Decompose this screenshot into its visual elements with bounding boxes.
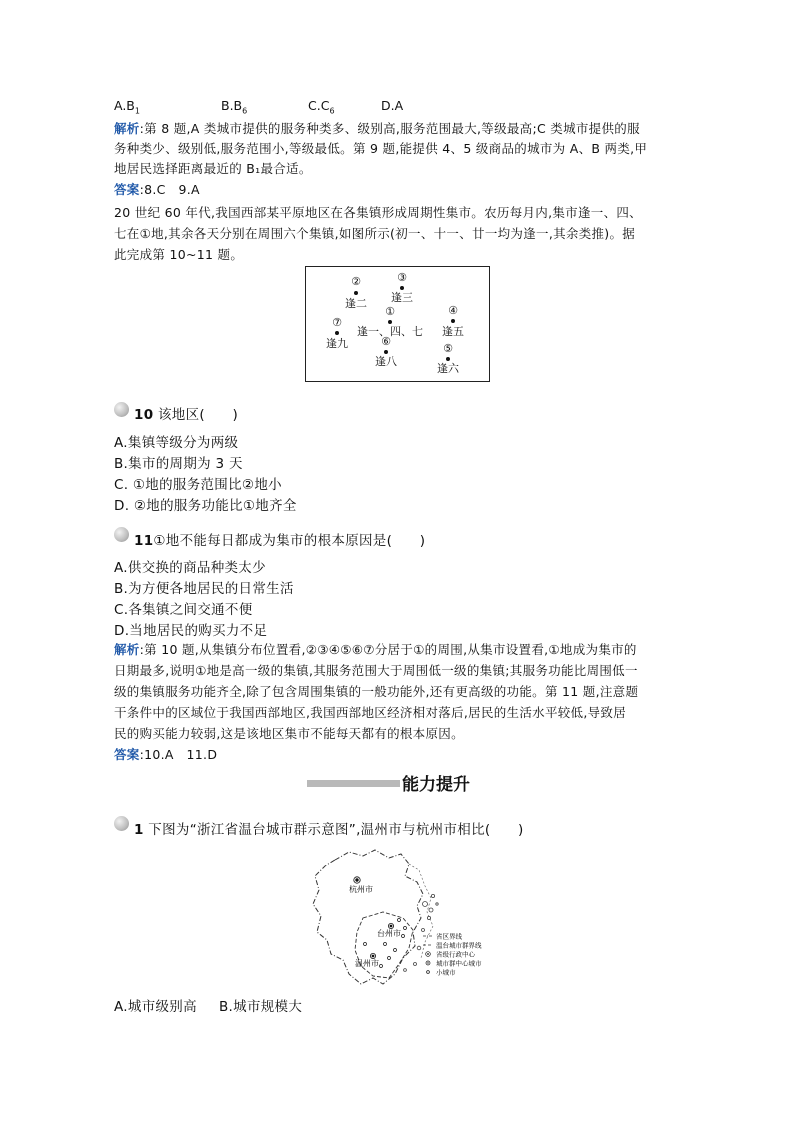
zhejiang-map	[305, 846, 505, 991]
q11-option-a: A.供交换的商品种类太少	[114, 560, 266, 576]
q10-stem: 10 该地区( )	[134, 407, 239, 423]
town-1-label: 逢一、四、七	[357, 325, 423, 338]
q1-stem: 1 下图为“浙江省温台城市群示意图”,温州市与杭州市相比( )	[134, 822, 524, 838]
q11-option-d: D.当地居民的购买力不足	[114, 623, 268, 639]
market-map	[305, 266, 490, 382]
analysis-label: 解析	[114, 121, 140, 136]
option-b: $B.B_6$	[221, 98, 248, 116]
q11-stem: 11①地不能每日都成为集市的根本原因是( )	[134, 533, 426, 549]
option-c: $C.C_6$	[308, 98, 335, 116]
q10-option-c: C. ①地的服务范围比②地小	[114, 477, 282, 493]
town-3-num: ③	[397, 271, 407, 284]
city-label-wenzhou: 温州市	[355, 959, 379, 968]
analysis-label: 解析	[114, 642, 140, 657]
analysis-line: 务种类少、级别低,服务范围小,等级最低。第 9 题,能提供 4、5 级商品的城市为 A、B 两类,甲	[114, 141, 648, 156]
section-bar	[307, 780, 400, 787]
analysis-line: 地居民选择距离最近的 B₁最合适。	[114, 161, 312, 176]
question-bullet-icon	[114, 527, 129, 542]
town-5-num: ⑤	[443, 342, 453, 355]
map-legend	[423, 932, 482, 977]
section-title: 能力提升	[402, 775, 470, 795]
answer-line: 答案:10.A 11.D	[114, 747, 218, 762]
question-bullet-icon	[114, 816, 129, 831]
town-2-label: 逢二	[345, 297, 367, 310]
town-7-num: ⑦	[332, 316, 342, 329]
analysis-line: 解析:第 8 题,A 类城市提供的服务种类多、级别高,服务范围最大,等级最高;C 类城市提供的服	[114, 121, 640, 136]
town-1-num: ①	[385, 305, 395, 318]
legend-province-boundary: 省区界线	[436, 932, 462, 941]
town-4-label: 逢五	[442, 325, 464, 338]
intro-line: 七在①地,其余各天分别在周围六个集镇,如图所示(初一、十一、廿一均为逢一,其余类推)。据	[114, 226, 636, 241]
town-6-label: 逢八	[375, 355, 397, 368]
q10-option-a: A.集镇等级分为两级	[114, 435, 239, 451]
option-d: D.A	[381, 98, 404, 113]
provincial-center-icon	[354, 877, 360, 883]
intro-line: 此完成第 10~11 题。	[114, 247, 244, 262]
analysis-line: 民的购买能力较弱,这是该地区集市不能每天都有的根本原因。	[114, 726, 464, 741]
analysis-line: 干条件中的区域位于我国西部地区,我国西部地区经济相对落后,居民的生活水平较低,导致居	[114, 705, 627, 720]
town-6-num: ⑥	[381, 335, 391, 348]
town-7-label: 逢九	[326, 337, 348, 350]
answer-line: 答案:8.C 9.A	[114, 182, 200, 197]
answer-label: 答案	[114, 182, 140, 197]
q11-option-b: B.为方便各地居民的日常生活	[114, 581, 294, 597]
option-a: $A.B_1$	[114, 98, 140, 116]
q1-option-a: A.城市级别高	[114, 999, 197, 1015]
q1-option-b: B.城市规模大	[219, 999, 303, 1015]
city-label-taizhou: 台州市	[377, 929, 401, 938]
analysis-line: 解析:第 10 题,从集镇分布位置看,②③④⑤⑥⑦分居于①的周围,从集市设置看,①地成为集市的	[114, 642, 637, 657]
legend-provincial-center: 省级行政中心	[436, 950, 475, 959]
town-4-num: ④	[448, 304, 458, 317]
city-label-hangzhou: 杭州市	[349, 885, 373, 894]
answer-label: 答案	[114, 747, 140, 762]
legend-small-city: 小城市	[436, 968, 456, 977]
intro-line: 20 世纪 60 年代,我国西部某平原地区在各集镇形成周期性集市。农历每月内,集市逢一、四、	[114, 205, 642, 220]
legend-central-city: 城市群中心城市	[436, 959, 482, 968]
legend-cluster-boundary: 温台城市群界线	[436, 941, 482, 950]
analysis-line: 日期最多,说明①地是高一级的集镇,其服务范围大于周围低一级的集镇;其服务功能比周围低一	[114, 663, 638, 678]
question-bullet-icon	[114, 402, 129, 417]
analysis-line: 级的集镇服务功能齐全,除了包含周围集镇的一般功能外,还有更高级的功能。第 11 题,注意题	[114, 684, 639, 699]
q10-option-b: B.集市的周期为 3 天	[114, 456, 243, 472]
q11-option-c: C.各集镇之间交通不便	[114, 602, 253, 618]
town-2-num: ②	[351, 275, 361, 288]
q10-option-d: D. ②地的服务功能比①地齐全	[114, 498, 297, 514]
islands	[404, 894, 439, 971]
town-5-label: 逢六	[437, 362, 459, 375]
town-3-label: 逢三	[391, 291, 413, 304]
